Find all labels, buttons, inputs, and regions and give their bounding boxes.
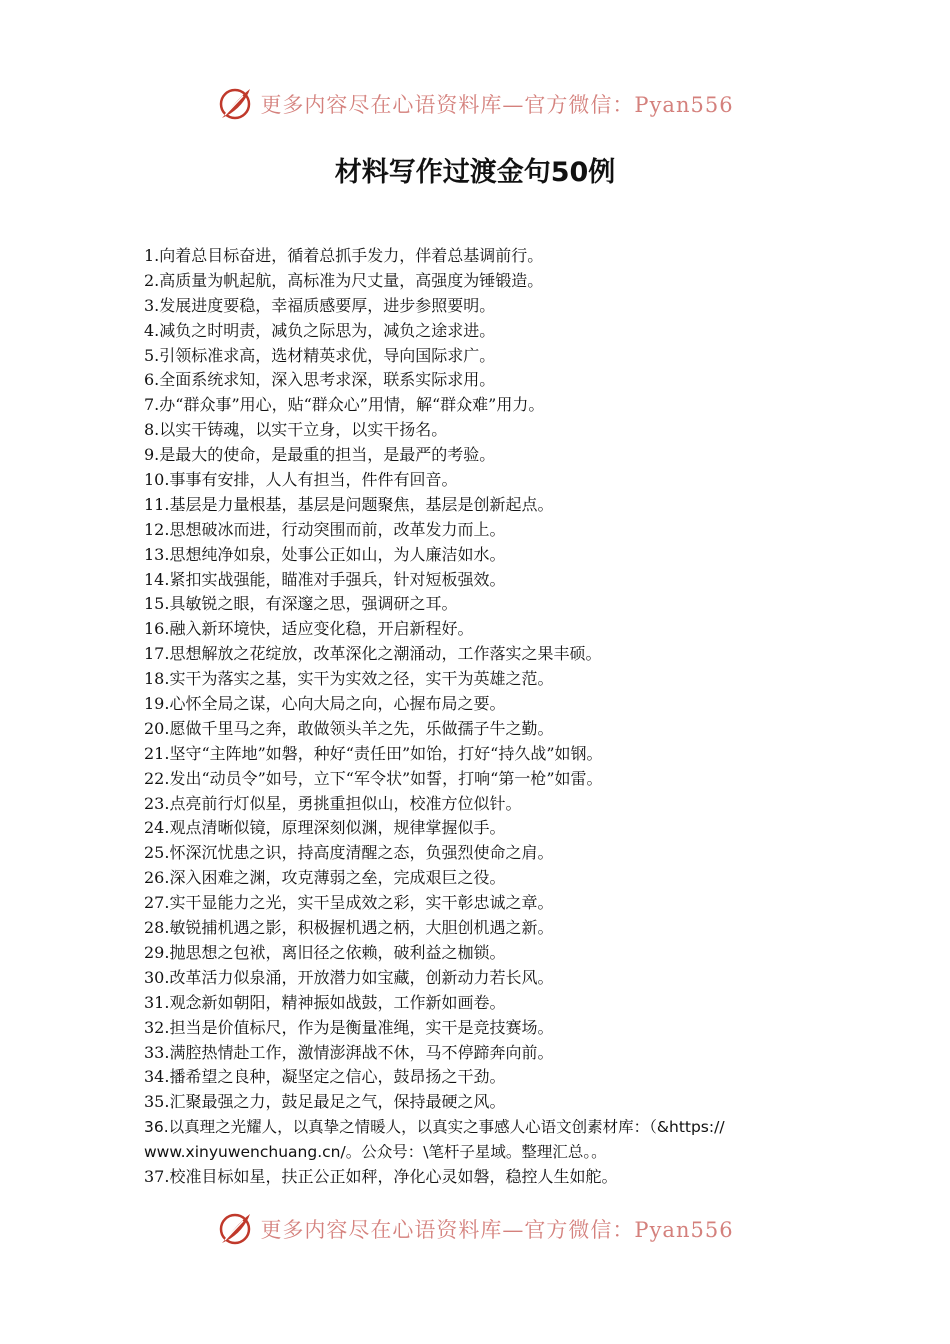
list-item: 14.紧扣实战强能，瞄准对手强兵，针对短板强效。 [144,569,506,589]
list-item: 19.心怀全局之谋，心向大局之向，心握布局之要。 [144,694,506,714]
header-banner [0,82,950,126]
list-item: 13.思想纯净如泉，处事公正如山，为人廉洁如水。 [144,544,506,564]
list-item: 33.满腔热情赴工作，激情澎湃战不休，马不停蹄奔向前。 [144,1042,554,1062]
list-item: 22.发出“动员令”如号，立下“军令状”如誓，打响“第一枪”如雷。 [144,768,603,788]
list-item: 8.以实干铸魂，以实干立身，以实干扬名。 [144,420,448,440]
list-item: 3.发展进度要稳，幸福质感要厚，进步参照要明。 [144,295,496,315]
list-item: www.xinyuwenchuang.cn/。公众号：\笔杆子星域。整理汇总。。 [144,1143,607,1162]
list-item: 36.以真理之光耀人，以真挚之情暖人，以真实之事感人心语文创素材库：（&https:// [144,1118,725,1137]
list-item: 30.改革活力似泉涌，开放潜力如宝藏，创新动力若长风。 [144,967,554,987]
list-item: 20.愿做千里马之奔，敢做领头羊之先，乐做孺子牛之勤。 [144,718,554,738]
list-item: 6.全面系统求知，深入思考求深，联系实际求用。 [144,370,496,390]
quill-logo-icon [216,84,256,124]
list-item: 1.向着总目标奋进，循着总抓手发力，伴着总基调前行。 [144,246,544,265]
footer-banner [0,1207,950,1251]
list-item: 15.具敏锐之眼，有深邃之思，强调研之耳。 [144,594,458,614]
list-item: 12.思想破冰而进，行动突围而前，改革发力而上。 [144,519,506,539]
quill-logo-icon [216,1209,256,1249]
page-title: 材料写作过渡金句50例 [334,157,616,188]
banner-text: 更多内容尽在心语资料库—官方微信：Pyan556 [260,93,734,117]
list-item: 34.播希望之良种，凝坚定之信心，鼓昂扬之干劲。 [144,1067,506,1087]
quote-list [144,244,824,1190]
list-item: 25.怀深沉忧患之识，持高度清醒之态，负强烈使命之肩。 [144,843,554,863]
list-item: 37.校准目标如星，扶正公正如秤，净化心灵如磐，稳控人生如舵。 [144,1166,618,1186]
list-item: 18.实干为落实之基，实干为实效之径，实干为英雄之范。 [144,669,554,689]
list-item: 17.思想解放之花绽放，改革深化之潮涌动，工作落实之果丰硕。 [144,644,602,664]
list-item: 16.融入新环境快，适应变化稳，开启新程好。 [144,619,474,639]
list-item: 32.担当是价值标尺，作为是衡量准绳，实干是竞技赛场。 [144,1017,554,1037]
list-item: 29.抛思想之包袱，离旧径之依赖，破利益之枷锁。 [144,942,506,962]
list-item: 7.办“群众事”用心，贴“群众心”用情，解“群众难”用力。 [144,395,545,415]
banner-text: 更多内容尽在心语资料库—官方微信：Pyan556 [260,1218,734,1242]
list-item: 31.观念新如朝阳，精神振如战鼓，工作新如画卷。 [144,992,506,1012]
list-item: 21.坚守“主阵地”如磐，种好“责任田”如饴，打好“持久战”如钢。 [144,743,603,763]
list-item: 35.汇聚最强之力，鼓足最足之气，保持最硬之风。 [144,1092,506,1112]
list-item: 26.深入困难之渊，攻克薄弱之垒，完成艰巨之役。 [144,868,506,888]
list-item: 27.实干显能力之光，实干呈成效之彩，实干彰忠诚之章。 [144,893,554,913]
list-item: 11.基层是力量根基，基层是问题聚焦，基层是创新起点。 [144,494,554,514]
list-item: 9.是最大的使命，是最重的担当，是最严的考验。 [144,445,496,465]
list-item: 5.引领标准求高，选材精英求优，导向国际求广。 [144,345,496,365]
list-item: 4.减负之时明责，减负之际思为，减负之途求进。 [144,320,496,340]
list-item: 24.观点清晰似镜，原理深刻似渊，规律掌握似手。 [144,818,506,838]
list-item: 10.事事有安排，人人有担当，件件有回音。 [144,470,458,490]
list-item: 28.敏锐捕机遇之影，积极握机遇之柄，大胆创机遇之新。 [144,918,554,938]
list-item: 2.高质量为帆起航，高标准为尺丈量，高强度为锤锻造。 [144,270,544,290]
list-item: 23.点亮前行灯似星，勇挑重担似山，校准方位似针。 [144,793,522,813]
